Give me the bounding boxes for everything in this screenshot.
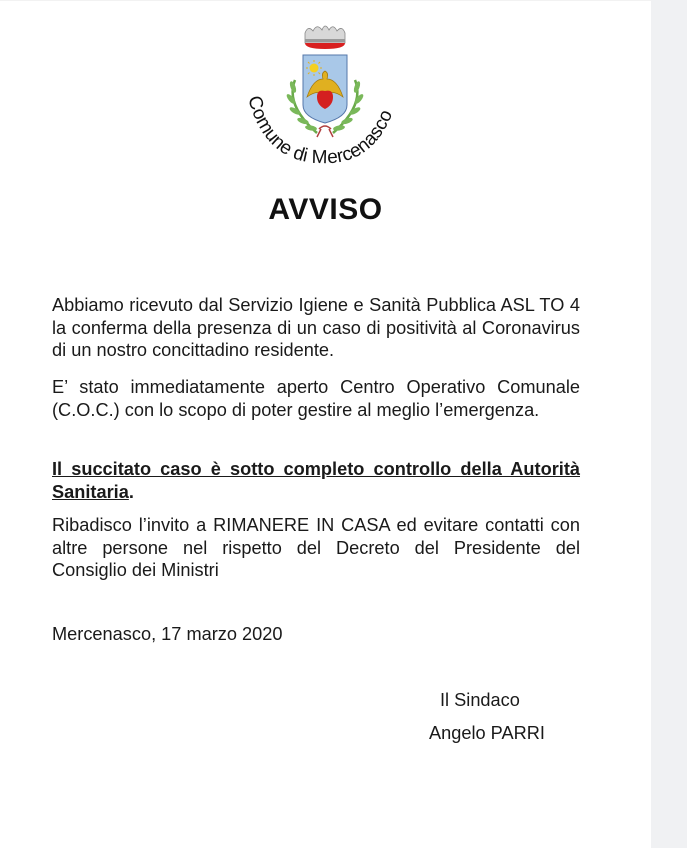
top-border: [0, 0, 651, 1]
signature-name: Angelo PARRI: [429, 723, 545, 743]
coat-of-arms-icon: [205, 5, 445, 170]
paragraph-stay-home: Ribadisco l’invito a RIMANERE IN CASA ed evitare contatti con altre persone nel rispetto del Decreto del Presidente del Consiglio dei Ministri: [52, 515, 580, 580]
municipal-logo: [205, 5, 445, 170]
date-line: Mercenasco, 17 marzo 2020: [52, 624, 283, 644]
signature-role: Il Sindaco: [440, 690, 520, 710]
crown-icon: [305, 26, 345, 49]
paragraph-coc: E’ stato immediatamente aperto Centro Operativo Comunale (C.O.C.) con lo scopo di poter gestire al meglio l’emergenza.: [52, 377, 580, 420]
logo-text: Comune di Mercenasco: [243, 93, 398, 169]
notice-title: AVVISO: [268, 193, 383, 226]
side-margin: [651, 0, 687, 848]
underlined-statement: Il succitato caso è sotto completo controllo della Autorità Sanitaria: [52, 459, 580, 502]
statement-period: .: [128, 481, 134, 502]
paragraph-control: [52, 458, 580, 503]
paragraph-asl-notice: Abbiamo ricevuto dal Servizio Igiene e Sanità Pubblica ASL TO 4 la conferma della presenza di un caso di positività al Coronavirus di un nostro concittadino residente.: [52, 295, 580, 360]
